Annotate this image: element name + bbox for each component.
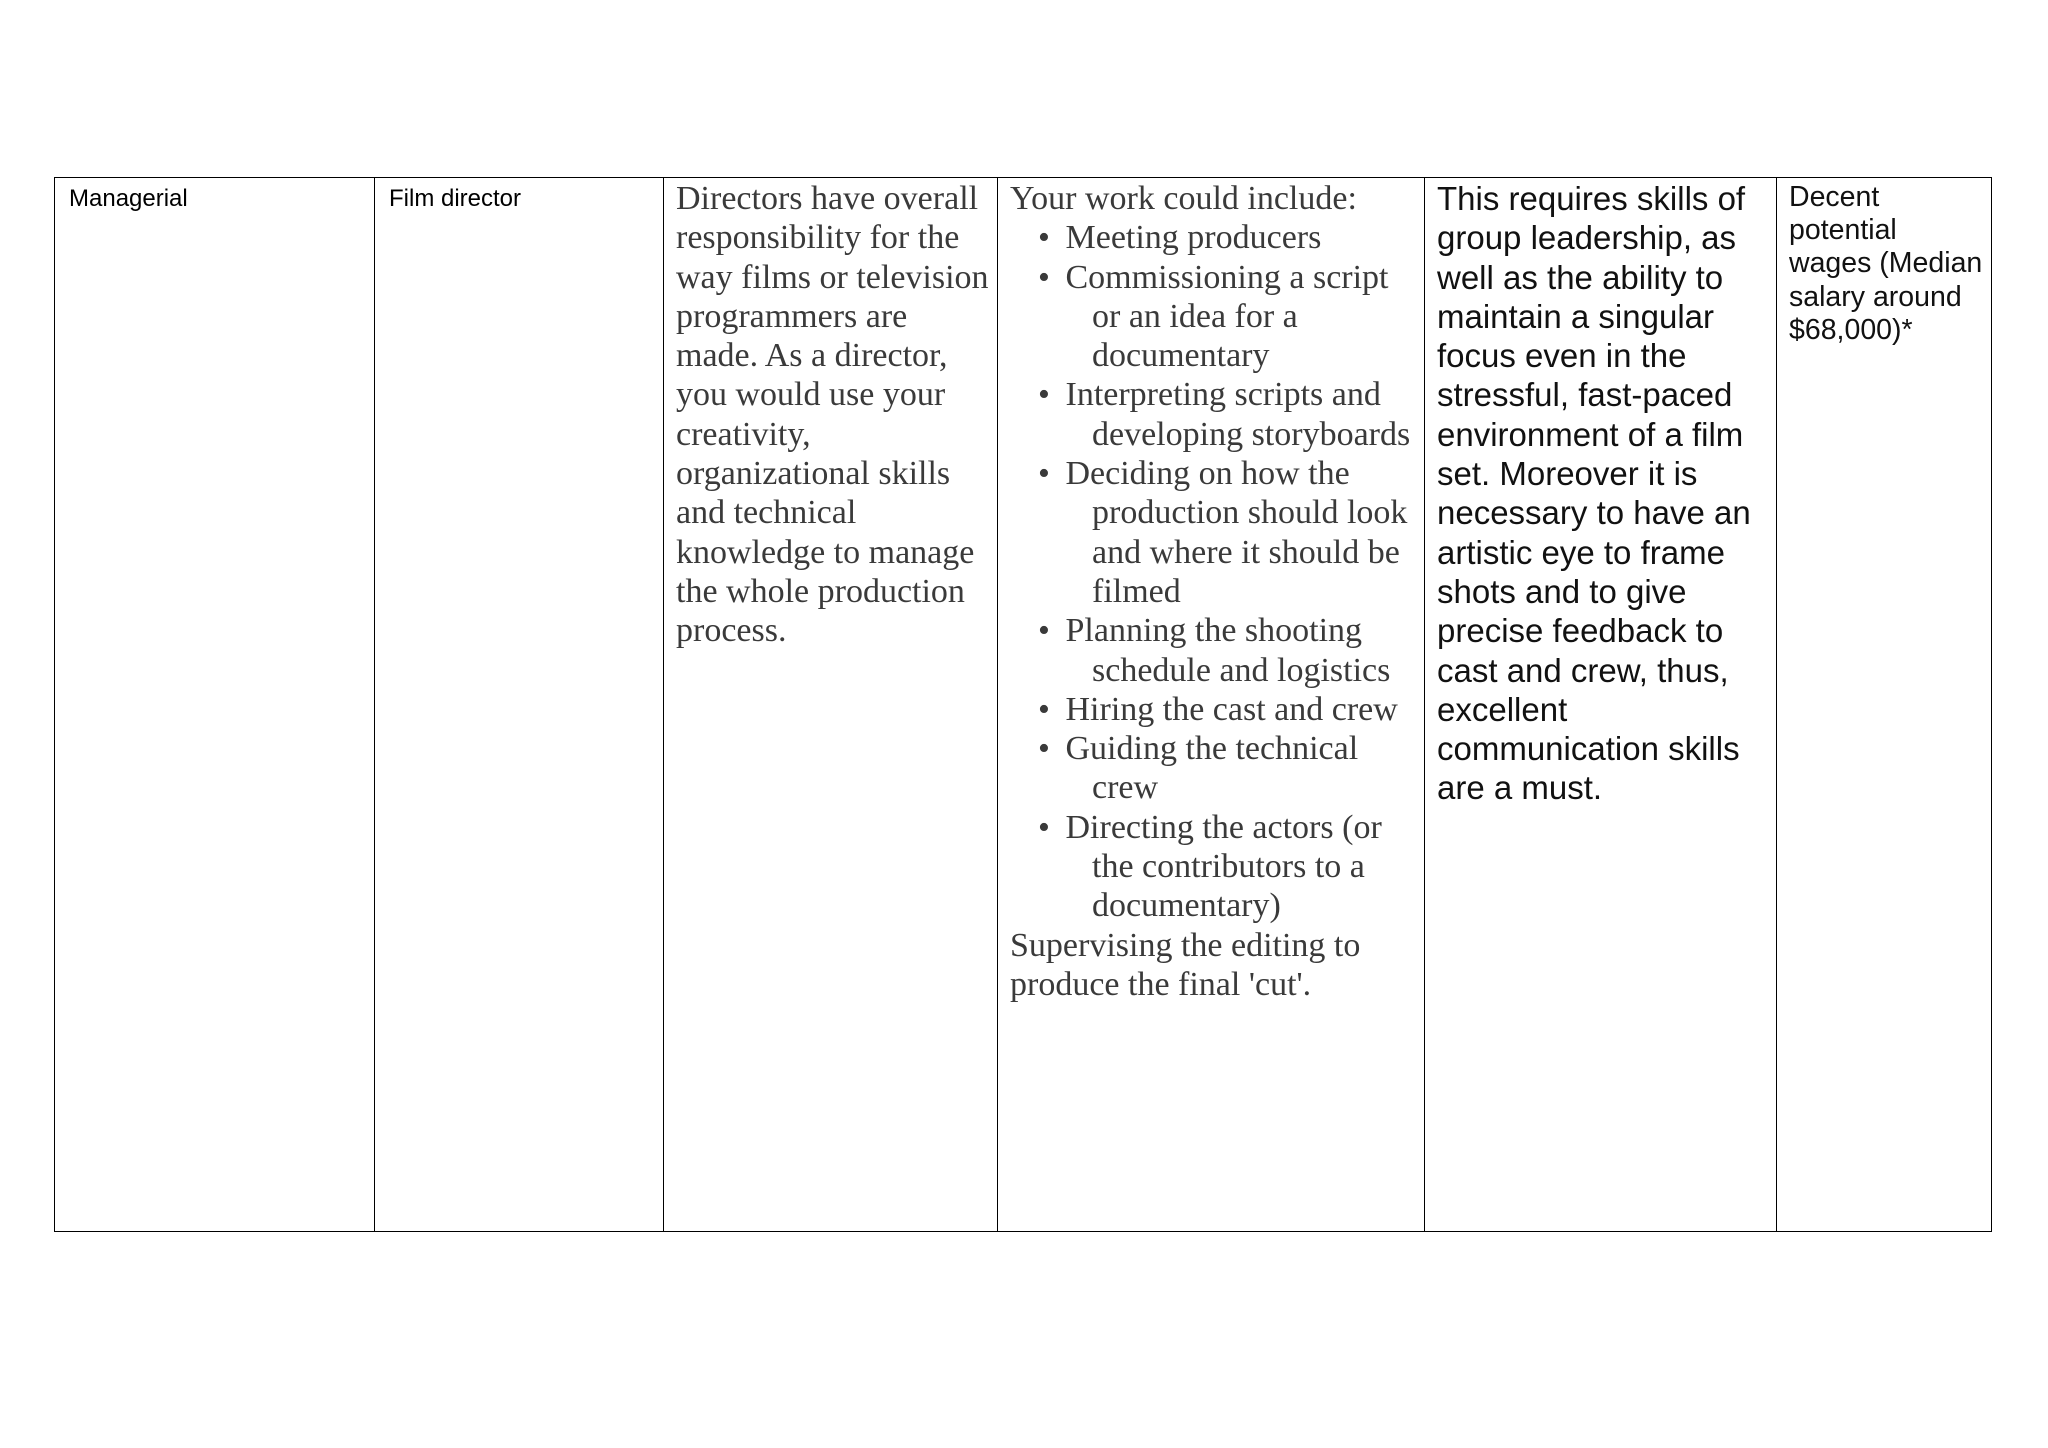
skills-cell <box>1425 178 1777 1232</box>
list-item-text: Deciding on how the production should look and where it should be filmed <box>1065 455 1408 610</box>
duties-intro: Your work could include: <box>1010 180 1357 217</box>
job-title-text: Film director <box>389 185 522 212</box>
table-row <box>55 178 1992 1232</box>
list-item <box>1010 258 1418 376</box>
pay-cell <box>1777 178 1992 1232</box>
list-item-text: Planning the shooting schedule and logistics <box>1065 612 1391 689</box>
list-item-text: Commissioning a script or an idea for a documentary <box>1065 258 1389 375</box>
career-table <box>54 177 1992 1232</box>
list-item <box>1010 729 1418 808</box>
bullet-icon: • <box>1038 258 1050 296</box>
bullet-icon: • <box>1038 690 1050 728</box>
list-item <box>1010 690 1418 729</box>
bullet-icon: • <box>1038 612 1050 650</box>
duties-list <box>1010 218 1418 925</box>
skills-text: This requires skills of group leadership, as well as the ability to maintain a singular focus even in the stressful, fast-paced environment of a film set. Moreover it is necessary to have an artistic eye to frame shots and to give precise feedback to cast and crew, thus, excellent communication skills are a must. <box>1437 180 1751 807</box>
category-cell <box>55 178 375 1232</box>
list-item-text: Meeting producers <box>1065 219 1322 257</box>
category-text: Managerial <box>69 185 188 212</box>
duties-block <box>998 178 1424 1004</box>
duties-cell <box>998 178 1425 1232</box>
description-text: Directors have overall responsibility for the way films or television programmers are made. As a director, you would use your creativity, organizational skills and technical knowledge to manage the whole production process. <box>676 180 989 650</box>
pay-text: Decent potential wages (Median salary around $68,000)* <box>1789 181 1983 346</box>
list-item-text: Directing the actors (or the contributors to a documentary) <box>1065 808 1382 925</box>
job-title-cell <box>375 178 664 1232</box>
list-item <box>1010 218 1418 257</box>
list-item <box>1010 375 1418 454</box>
bullet-icon: • <box>1038 376 1050 414</box>
bullet-icon: • <box>1038 219 1050 257</box>
list-item <box>1010 611 1418 690</box>
list-item <box>1010 454 1418 611</box>
bullet-icon: • <box>1038 455 1050 493</box>
list-item-text: Guiding the technical crew <box>1065 730 1359 807</box>
list-item-text: Hiring the cast and crew <box>1065 690 1398 728</box>
list-item <box>1010 808 1418 926</box>
bullet-icon: • <box>1038 730 1050 768</box>
list-item-text: Interpreting scripts and developing storyboards <box>1065 376 1411 453</box>
bullet-icon: • <box>1038 808 1050 846</box>
duties-closing: Supervising the editing to produce the final 'cut'. <box>1010 926 1361 1003</box>
description-cell <box>664 178 998 1232</box>
